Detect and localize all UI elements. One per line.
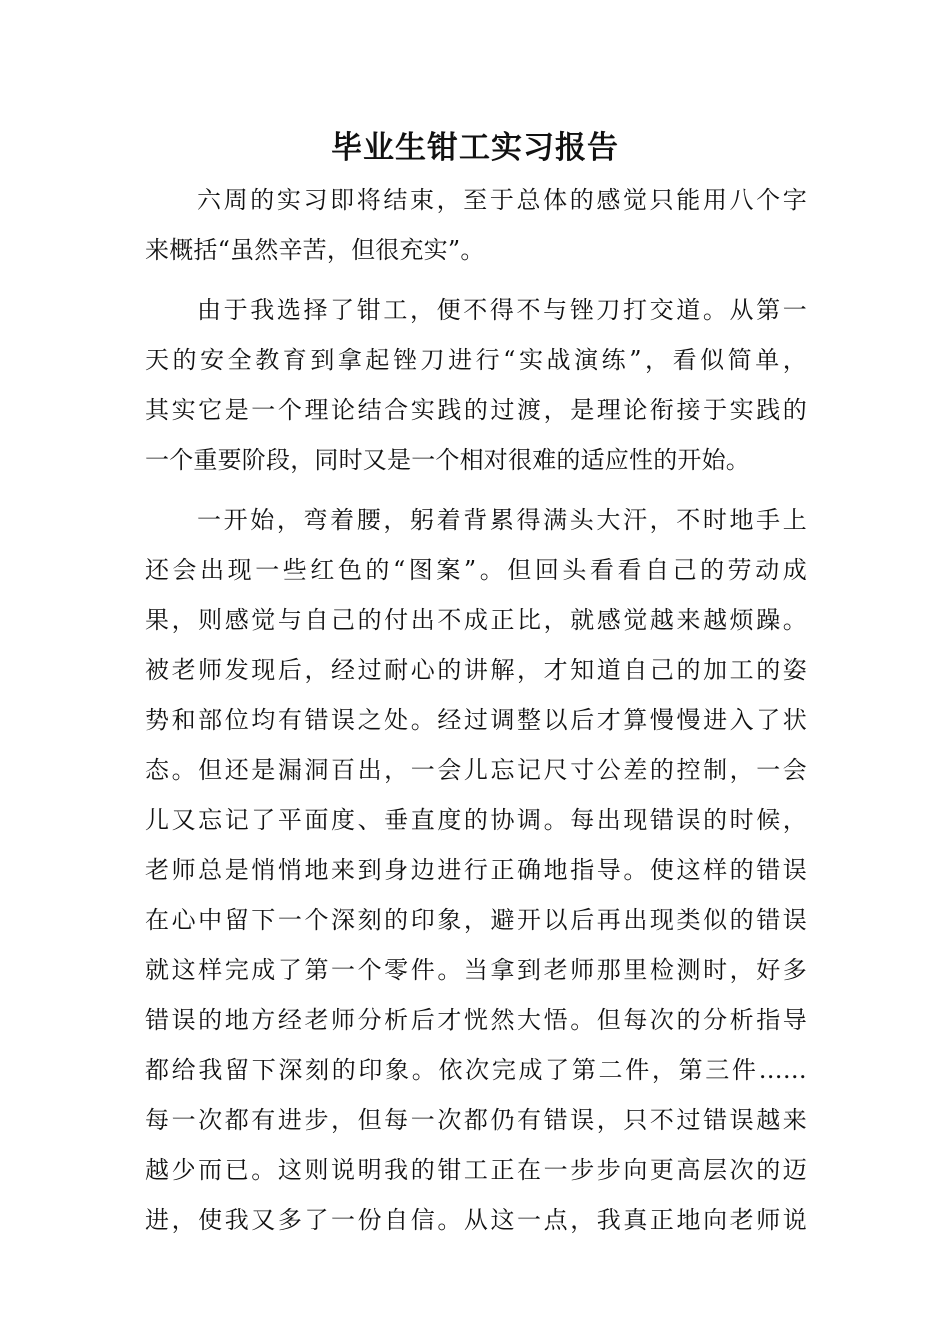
text-line: 果，则感觉与自己的付出不成正比，就感觉越来越烦躁。 [145, 606, 807, 634]
text-line: 还会出现一些红色的“图案”。但回头看看自己的劳动成 [145, 556, 807, 584]
text-line: 都给我留下深刻的印象。依次完成了第二件，第三件…… [145, 1056, 807, 1084]
text-line: 势和部位均有错误之处。经过调整以后才算慢慢进入了状 [145, 706, 807, 734]
text-line: 一开始，弯着腰，躬着背累得满头大汗，不时地手上 [197, 506, 807, 534]
text-line: 就这样完成了第一个零件。当拿到老师那里检测时，好多 [145, 956, 807, 984]
paragraph-2 [145, 285, 807, 485]
text-line: 错误的地方经老师分析后才恍然大悟。但每次的分析指导 [145, 1006, 807, 1034]
page-title: 毕业生钳工实习报告 [331, 130, 619, 166]
text-line: 态。但还是漏洞百出，一会儿忘记尺寸公差的控制，一会 [145, 756, 807, 784]
text-line: 老师总是悄悄地来到身边进行正确地指导。使这样的错误 [145, 856, 807, 884]
text-line: 儿又忘记了平面度、垂直度的协调。每出现错误的时候， [145, 806, 807, 834]
document-body [145, 175, 807, 1245]
text-line: 六周的实习即将结束，至于总体的感觉只能用八个字 [197, 186, 807, 214]
text-line: 由于我选择了钳工，便不得不与锉刀打交道。从第一 [197, 296, 807, 324]
paragraph-1 [145, 175, 807, 275]
text-line: 其实它是一个理论结合实践的过渡，是理论衔接于实践的 [145, 396, 807, 424]
paragraph-3 [145, 495, 807, 1245]
text-line: 进，使我又多了一份自信。从这一点，我真正地向老师说 [145, 1206, 807, 1234]
text-line: 一个重要阶段，同时又是一个相对很难的适应性的开始。 [145, 446, 750, 474]
text-line: 越少而已。这则说明我的钳工正在一步步向更高层次的迈 [145, 1156, 807, 1184]
text-line: 被老师发现后，经过耐心的讲解，才知道自己的加工的姿 [145, 656, 807, 684]
text-line: 天的安全教育到拿起锉刀进行“实战演练”，看似简单， [145, 346, 807, 374]
text-line: 在心中留下一个深刻的印象，避开以后再出现类似的错误 [145, 906, 807, 934]
text-line: 每一次都有进步，但每一次都仍有错误，只不过错误越来 [145, 1106, 807, 1134]
text-line: 来概括“虽然辛苦，但很充实”。 [145, 236, 485, 264]
